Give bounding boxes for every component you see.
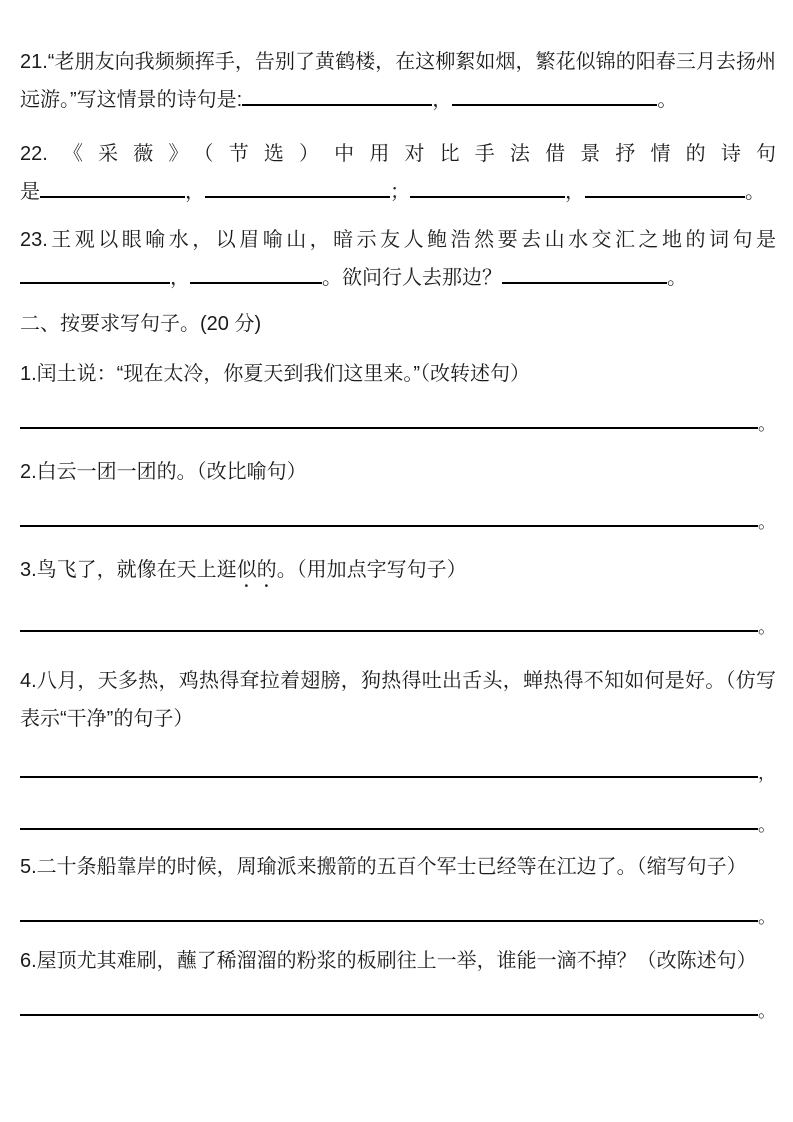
question-1 bbox=[20, 359, 776, 434]
answer-line bbox=[20, 501, 758, 527]
question-3 bbox=[20, 555, 776, 637]
question-22-line1: 22.《采薇》（节选）中用对比手法借景抒情的诗句 bbox=[20, 143, 776, 165]
answer-row bbox=[20, 501, 776, 532]
emphasis-dots-text: 似的 bbox=[236, 559, 277, 581]
answer-end-punct: 。 bbox=[758, 512, 776, 532]
answer-end-punct: 。 bbox=[758, 907, 776, 927]
answer-row bbox=[20, 752, 776, 783]
question-2-text: 2.白云一团一团的。（改比喻句） bbox=[20, 461, 307, 483]
question-22-separator-3: ， bbox=[565, 181, 585, 203]
answer-row bbox=[20, 606, 776, 637]
answer-end-punct: ， bbox=[758, 763, 776, 783]
answer-line bbox=[20, 896, 758, 922]
answer-end-punct: 。 bbox=[758, 1001, 776, 1021]
answer-line bbox=[20, 606, 758, 632]
answer-row bbox=[20, 804, 776, 835]
answer-row bbox=[20, 990, 776, 1021]
question-22-line2 bbox=[20, 173, 776, 211]
question-22-end-punct: 。 bbox=[745, 181, 765, 203]
question-3-post-text: 。（用加点字写句子） bbox=[276, 559, 467, 581]
answer-blank bbox=[205, 195, 390, 198]
question-21-text: 21.“老朋友向我频频挥手，告别了黄鹤楼，在这柳絮如烟，繁花似锦的阳春三月去扬州远游。”写这情景的诗句是: bbox=[20, 51, 776, 111]
answer-blank bbox=[20, 281, 170, 284]
answer-end-punct: 。 bbox=[758, 815, 776, 835]
question-21 bbox=[20, 43, 776, 119]
question-22-separator-2: ； bbox=[390, 181, 410, 203]
question-3-text bbox=[20, 555, 776, 592]
question-5 bbox=[20, 852, 776, 927]
answer-line bbox=[20, 804, 758, 830]
answer-line bbox=[20, 990, 758, 1016]
question-23-separator-2: 。 bbox=[322, 267, 342, 289]
question-23-separator-1: ， bbox=[170, 267, 190, 289]
question-2 bbox=[20, 457, 776, 532]
answer-blank bbox=[40, 195, 185, 198]
answer-blank bbox=[190, 281, 322, 284]
question-21-end-punct: 。 bbox=[657, 89, 678, 111]
question-22-separator-1: ， bbox=[185, 181, 205, 203]
question-1-text: 1.闰土说：“现在太冷，你夏天到我们这里来。”（改转述句） bbox=[20, 363, 530, 385]
question-6-text: 6.屋顶尤其难刷，蘸了稀溜溜的粉浆的板刷往上一举，谁能一滴不掉？（改陈述句） bbox=[20, 950, 757, 972]
question-3-pre-text: 3.鸟飞了，就像在天上逛 bbox=[20, 559, 237, 581]
answer-blank bbox=[242, 103, 432, 106]
question-23-mid-text: 欲问行人去那边？ bbox=[342, 267, 502, 289]
question-23 bbox=[20, 221, 776, 297]
question-21-separator: ， bbox=[432, 89, 453, 111]
answer-row bbox=[20, 896, 776, 927]
question-22-prefix: 是 bbox=[20, 181, 40, 203]
question-23-end-punct: 。 bbox=[667, 267, 687, 289]
answer-end-punct: 。 bbox=[758, 414, 776, 434]
answer-line bbox=[20, 752, 758, 778]
answer-line bbox=[20, 403, 758, 429]
answer-row bbox=[20, 403, 776, 434]
answer-blank bbox=[502, 281, 667, 284]
answer-blank bbox=[585, 195, 745, 198]
question-5-text: 5.二十条船靠岸的时候，周瑜派来搬箭的五百个军士已经等在江边了。（缩写句子） bbox=[20, 856, 747, 878]
question-22 bbox=[20, 135, 776, 211]
answer-end-punct: 。 bbox=[758, 617, 776, 637]
question-23-text: 23.王观以眼喻水，以眉喻山，暗示友人鲍浩然要去山水交汇之地的词句是 bbox=[20, 229, 776, 251]
section-heading: 二、按要求写句子。(20 分) bbox=[20, 313, 262, 335]
question-4-text: 4.八月，天多热，鸡热得耷拉着翅膀，狗热得吐出舌头，蝉热得不知如何是好。（仿写表示“干净”的句子） bbox=[20, 670, 776, 730]
question-4 bbox=[20, 662, 776, 835]
answer-blank bbox=[410, 195, 565, 198]
answer-blank bbox=[452, 103, 657, 106]
question-6 bbox=[20, 946, 776, 1021]
